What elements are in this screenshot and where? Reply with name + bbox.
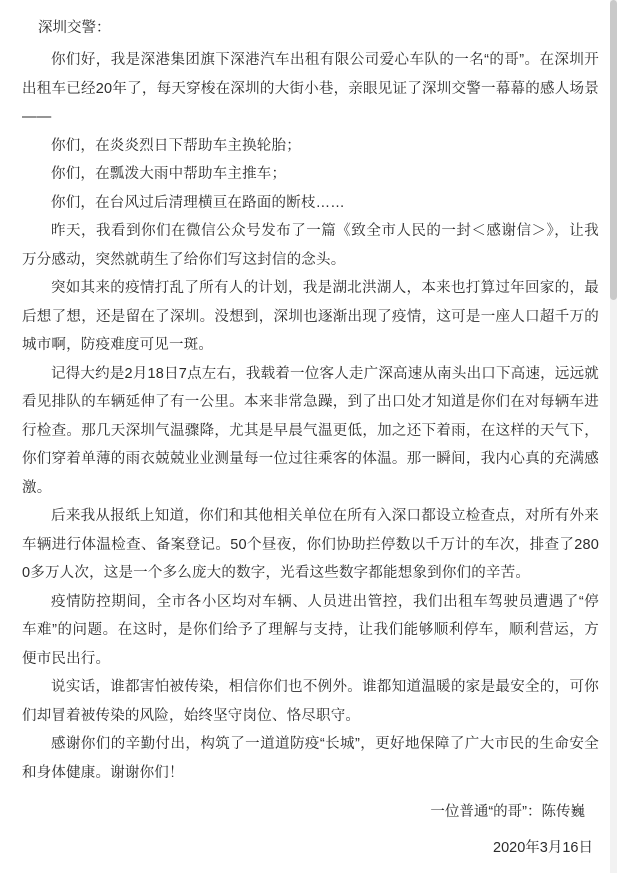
letter-paragraph: 说实话，谁都害怕被传染，相信你们也不例外。谁都知道温暖的家是最安全的，可你们却冒着被传染的风险，始终坚守岗位、恪尽职守。 [22, 679, 599, 724]
scrollbar-track[interactable] [610, 0, 617, 873]
letter-paragraph: 记得大约是2月18日7点左右，我载着一位客人走广深高速从南头出口下高速，远远就看见排队的车辆延伸了有一公里。本来非常急躁，到了出口处才知道是你们在对每辆车进行检查。那几天深圳气温骤降，尤其是早晨气温更低，加之还下着雨，在这样的天气下，你们穿着单薄的雨衣兢兢业业测量每一位过往乘客的体温。那一瞬间，我内心真的充满感激。 [22, 365, 599, 496]
letter-paragraph: 突如其来的疫情打乱了所有人的计划，我是湖北洪湖人，本来也打算过年回家的，最后想了想，还是留在了深圳。没想到，深圳也逐渐出现了疫情，这可是一座人口超千万的城市啊，防疫难度可见一斑。 [22, 280, 599, 353]
scrollbar-thumb[interactable] [610, 0, 617, 300]
letter-paragraph: 你们，在瓢泼大雨中帮助车主推车； [51, 166, 287, 182]
letter-paragraph: 你们好，我是深港集团旗下深港汽车出租有限公司爱心车队的一名“的哥”。在深圳开出租车已经20年了，每天穿梭在深圳的大街小巷，亲眼见证了深圳交警一幕幕的感人场景—— [22, 52, 599, 125]
letter-paragraph: 后来我从报纸上知道，你们和其他相关单位在所有入深口都设立检查点，对所有外来车辆进行体温检查、备案登记。50个昼夜，你们协助拦停数以千万计的车次，排查了2800多万人次，这是一个多么庞大的数字，光看这些数字都能想象到你们的辛苦。 [22, 508, 599, 581]
letter-paragraph: 疫情防控期间，全市各小区均对车辆、人员进出管控，我们出租车驾驶员遭遇了“停车难”的问题。在这时，是你们给予了理解与支持，让我们能够顺利停车，顺利营运，方便市民出行。 [22, 593, 599, 667]
letter-paragraph: 你们，在炎炎烈日下帮助车主换轮胎； [51, 137, 301, 154]
letter-signature: 一位普通“的哥”：陈传巍 [430, 804, 585, 820]
letter-paragraph: 你们，在台风过后清理横亘在路面的断枝…… [51, 194, 345, 211]
letter-paragraph: 感谢你们的辛勤付出，构筑了一道道防疫“长城”，更好地保障了广大市民的生命安全和身体健康。谢谢你们！ [22, 736, 599, 781]
letter-salutation: 深圳交警： [38, 20, 111, 36]
letter-body [22, 46, 599, 787]
letter-date: 2020年3月16日 [493, 840, 593, 856]
letter-paragraph: 昨天，我看到你们在微信公众号发布了一篇《致全市人民的一封＜感谢信＞》，让我万分感动，突然就萌生了给你们写这封信的念头。 [22, 223, 599, 268]
